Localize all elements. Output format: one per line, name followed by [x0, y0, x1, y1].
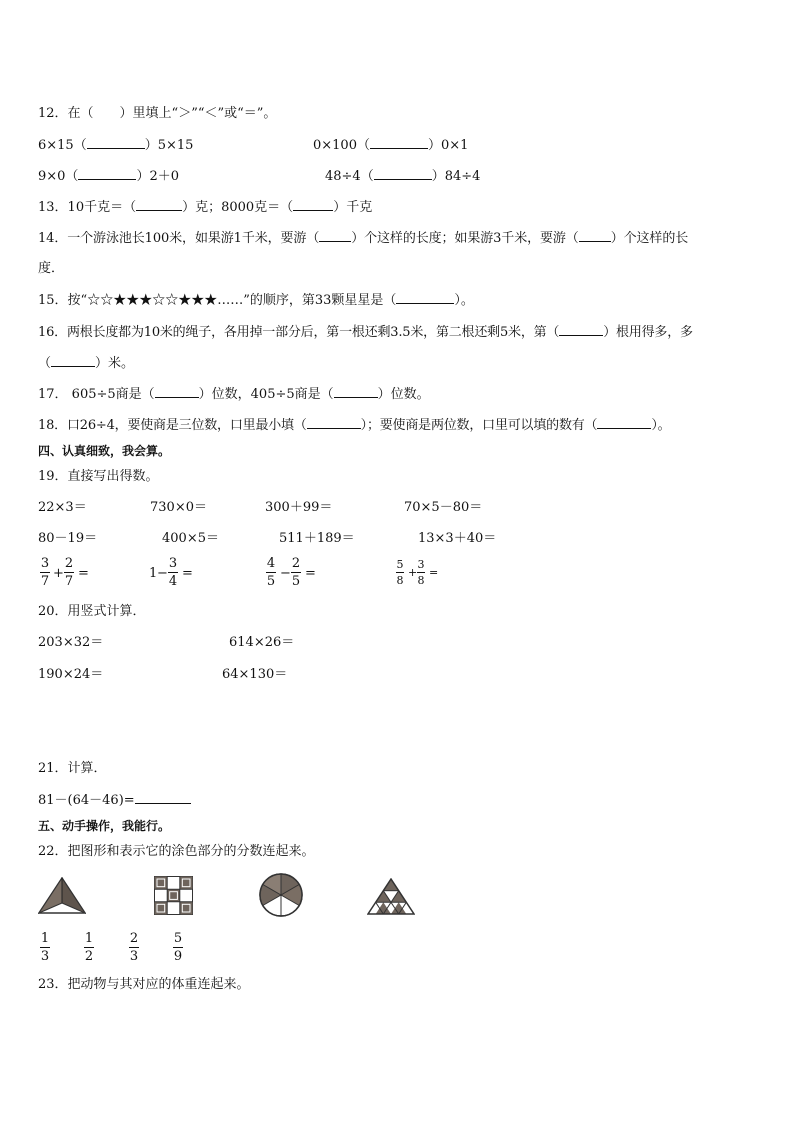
q19-r1-c2: 730×0＝ — [150, 500, 207, 515]
answer-blank[interactable] — [87, 136, 145, 149]
q18 — [38, 416, 670, 435]
q21-title: 21．计算． — [38, 761, 107, 776]
denominator: 5 — [291, 574, 301, 589]
q15-p1: 15．按“☆☆★★★☆☆★★★……”的顺序，第33颗星星是（ — [38, 293, 397, 308]
q22-title: 22．把图形和表示它的涂色部分的分数连起来。 — [38, 844, 315, 859]
fraction — [291, 556, 301, 589]
answer-blank[interactable] — [78, 167, 136, 180]
fraction-bar — [173, 947, 183, 948]
q19-r1-c3: 300＋99＝ — [265, 500, 333, 515]
fraction — [396, 558, 404, 587]
numerator: 5 — [396, 558, 404, 571]
q15-p2: ）。 — [454, 293, 474, 308]
q12-c — [38, 167, 179, 186]
q12-c-left: 9×0（ — [38, 169, 79, 184]
fraction-bar — [291, 572, 301, 573]
fraction — [64, 556, 74, 589]
fraction-bar — [396, 572, 404, 573]
q17-p1: 17． 605÷5商是（ — [38, 387, 155, 402]
denominator: 3 — [40, 949, 50, 964]
option-fraction[interactable] — [84, 931, 94, 964]
q21-expression: 81－(64－46)= — [38, 793, 135, 808]
denominator: 7 — [64, 574, 74, 589]
q19-r1-c4: 70×5－80＝ — [404, 500, 483, 515]
q18-p1: 18．口26÷4，要使商是三位数，口里最小填（ — [38, 418, 307, 433]
q20-item-4: 64×130＝ — [222, 667, 288, 682]
numerator: 3 — [417, 558, 425, 571]
equals: = — [182, 566, 193, 581]
operator: − — [280, 566, 291, 581]
numerator: 1 — [84, 931, 94, 946]
denominator: 5 — [266, 574, 276, 589]
numerator: 5 — [173, 931, 183, 946]
numerator: 3 — [168, 556, 178, 571]
answer-blank[interactable] — [51, 354, 95, 367]
q19-r2-c2: 400×5＝ — [162, 531, 219, 546]
answer-blank[interactable] — [293, 198, 333, 211]
equals: = — [429, 566, 439, 579]
q16-line1 — [38, 323, 693, 342]
q12-a-right: ）5×15 — [144, 138, 194, 153]
q21-expr — [38, 791, 191, 810]
q19-title: 19．直接写出得数。 — [38, 469, 159, 484]
denominator: 7 — [40, 574, 50, 589]
q15 — [38, 291, 474, 310]
q17 — [38, 385, 430, 404]
q14-line2: 度． — [38, 261, 65, 276]
q13 — [38, 198, 372, 217]
q20-item-1: 203×32＝ — [38, 635, 104, 650]
triangle-ninths-figure — [367, 878, 415, 916]
denominator: 3 — [129, 949, 139, 964]
denominator: 9 — [173, 949, 183, 964]
answer-blank[interactable] — [597, 416, 651, 429]
whole-number: 1 — [149, 566, 158, 581]
q14-p1: 14．一个游泳池长100米，如果游1千米，要游（ — [38, 231, 320, 246]
fraction-bar — [84, 947, 94, 948]
fraction — [417, 558, 425, 587]
answer-blank[interactable] — [155, 385, 199, 398]
fraction-bar — [40, 572, 50, 573]
q16-line2 — [38, 354, 134, 373]
grid-square-figure — [154, 876, 193, 915]
answer-blank[interactable] — [559, 323, 603, 336]
equals: = — [305, 566, 316, 581]
denominator: 8 — [396, 574, 404, 587]
q19-r2-c4: 13×3＋40＝ — [418, 531, 497, 546]
fraction-bar — [129, 947, 139, 948]
q13-p2: ）克；8000克＝（ — [182, 200, 294, 215]
q14-p2: ）个这样的长度；如果游3千米，要游（ — [351, 231, 579, 246]
numerator: 2 — [129, 931, 139, 946]
operator: + — [408, 566, 418, 579]
q16-p1: 16．两根长度都为10米的绳子，各用掉一部分后，第一根还剩3.5米，第二根还剩5米，第（ — [38, 325, 560, 340]
q19-r2-c1: 80－19＝ — [38, 531, 98, 546]
numerator: 1 — [40, 931, 50, 946]
q23-title: 23．把动物与其对应的体重连起来。 — [38, 977, 250, 992]
denominator: 8 — [417, 574, 425, 587]
q16-p2: ）根用得多，多 — [603, 325, 693, 340]
numerator: 4 — [266, 556, 276, 571]
answer-blank[interactable] — [307, 416, 361, 429]
q12-c-right: ）2＋0 — [136, 169, 179, 184]
q13-p1: 13．10千克＝（ — [38, 200, 137, 215]
answer-blank[interactable] — [579, 229, 611, 242]
section-4-heading: 四、认真细致，我会算。 — [38, 444, 171, 458]
denominator: 4 — [168, 574, 178, 589]
q19-r2-c3: 511＋189＝ — [279, 531, 355, 546]
q20-item-2: 614×26＝ — [229, 635, 295, 650]
fraction-bar — [64, 572, 74, 573]
fraction — [168, 556, 178, 589]
answer-blank[interactable] — [370, 136, 428, 149]
operator: + — [53, 566, 64, 581]
q17-p2: ）位数，405÷5商是（ — [198, 387, 334, 402]
answer-blank[interactable] — [319, 229, 351, 242]
q13-p3: ）千克 — [333, 200, 373, 215]
q18-p3: ）。 — [651, 418, 671, 433]
q12-d — [325, 167, 480, 186]
operator: − — [157, 566, 168, 581]
circle-sectors-figure — [258, 872, 304, 918]
q12-title: 12．在（ ）里填上“＞”“＜”或“＝”。 — [38, 106, 277, 121]
answer-blank[interactable] — [374, 167, 432, 180]
fraction-bar — [417, 572, 425, 573]
option-fraction[interactable] — [129, 931, 139, 964]
q12-d-right: ）84÷4 — [431, 169, 481, 184]
fraction — [40, 556, 50, 589]
fraction — [266, 556, 276, 589]
q12-b-right: ）0×1 — [427, 138, 469, 153]
denominator: 2 — [84, 949, 94, 964]
numerator: 2 — [291, 556, 301, 571]
numerator: 3 — [40, 556, 50, 571]
q12-d-left: 48÷4（ — [325, 169, 374, 184]
answer-blank[interactable] — [396, 291, 454, 304]
q20-title: 20．用竖式计算． — [38, 604, 146, 619]
numerator: 2 — [64, 556, 74, 571]
q20-item-3: 190×24＝ — [38, 667, 104, 682]
q16-p4: ）米。 — [95, 356, 135, 371]
fraction-bar — [40, 947, 50, 948]
q12-a — [38, 136, 193, 155]
option-fraction[interactable] — [40, 931, 50, 964]
option-fraction[interactable] — [173, 931, 183, 964]
q12-a-left: 6×15（ — [38, 138, 87, 153]
section-5-heading: 五、动手操作，我能行。 — [38, 819, 171, 833]
answer-blank[interactable] — [136, 198, 182, 211]
answer-blank[interactable] — [135, 791, 191, 804]
q16-p3: （ — [38, 356, 52, 371]
q19-r1-c1: 22×3＝ — [38, 500, 87, 515]
answer-blank[interactable] — [334, 385, 378, 398]
q14-line1 — [38, 229, 688, 248]
q14-p3: ）个这样的长 — [610, 231, 689, 246]
q18-p2: ）；要使商是两位数，口里可以填的数有（ — [360, 418, 598, 433]
triangle-thirds-figure — [38, 877, 86, 915]
q17-p3: ）位数。 — [377, 387, 430, 402]
q12-b — [313, 136, 468, 155]
fraction-bar — [168, 572, 178, 573]
q12-b-left: 0×100（ — [313, 138, 370, 153]
fraction-bar — [266, 572, 276, 573]
equals: = — [78, 566, 89, 581]
